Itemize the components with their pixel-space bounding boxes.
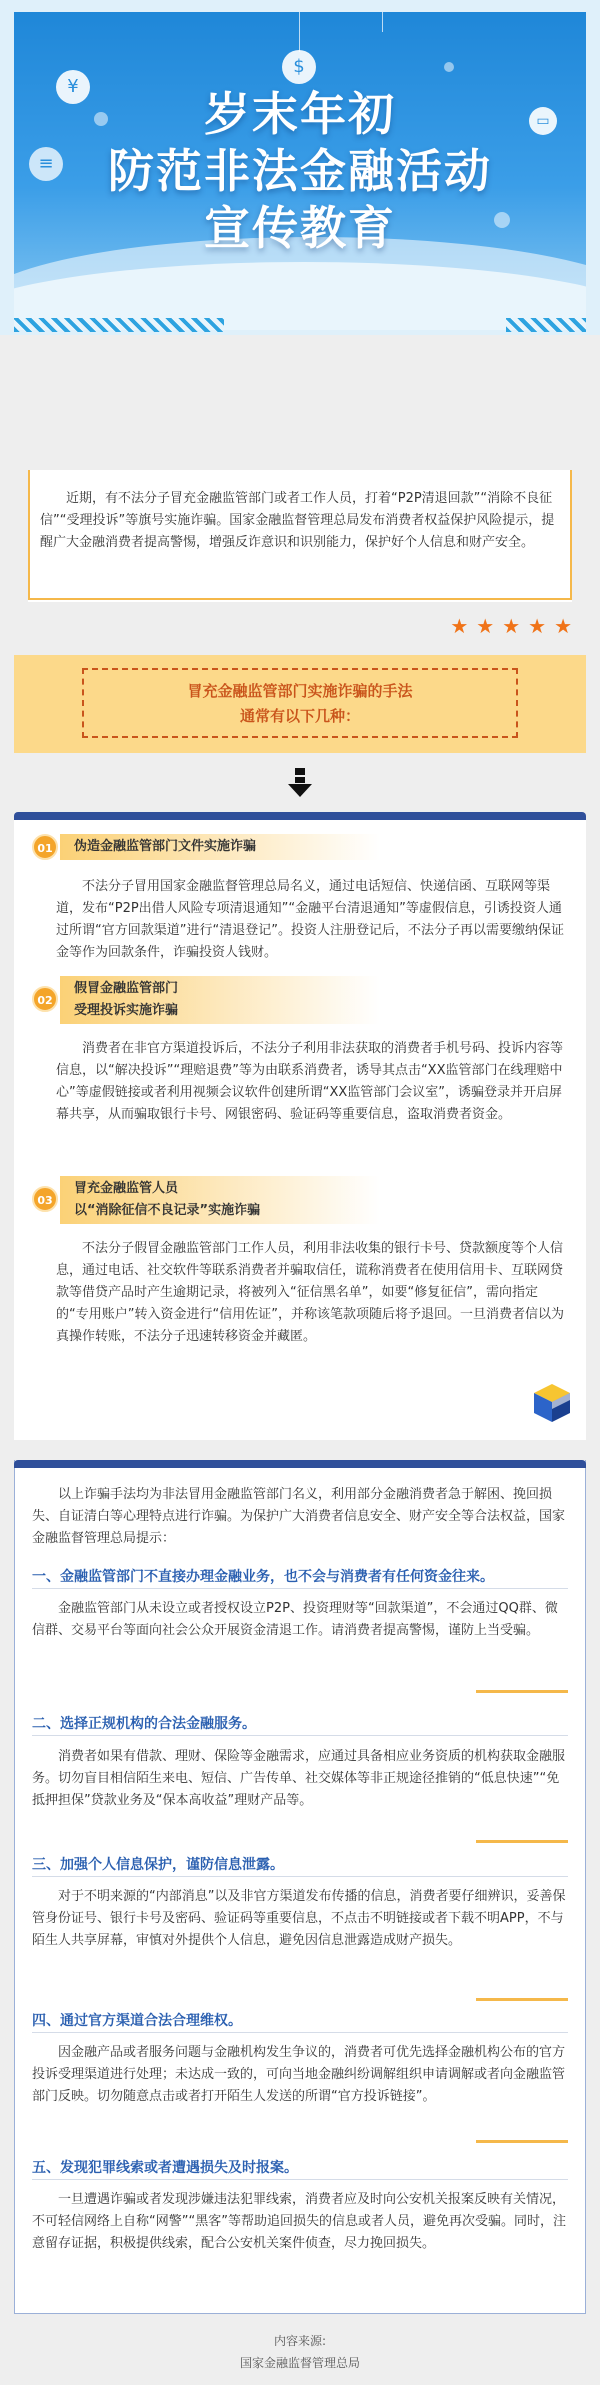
coin-icon: ¥ bbox=[56, 70, 90, 104]
accent-rule bbox=[476, 1840, 568, 1843]
cube-icon bbox=[530, 1380, 574, 1424]
tips-intro: 以上诈骗手法均为非法冒用金融监管部门名义，利用部分金融消费者急于解困、挽回损失、自证清白等心理特点进行诈骗。为保护广大消费者信息安全、财产安全等合法权益，国家金融监督管理总局提示： bbox=[32, 1487, 566, 1546]
method-title-line2: 通常有以下几种： bbox=[239, 707, 360, 725]
banner-title-line: 宣传教育 bbox=[204, 201, 396, 255]
tip-body: 因金融产品或者服务问题与金融机构发生争议的，消费者可优先选择金融机构公布的官方投诉受理渠道进行处理；未达成一致的，可向当地金融纠纷调解组织申请调解或者向金融监管部门反映。切勿随意点击或者打开陌生人发送的所谓“官方投诉链接”。 bbox=[32, 2045, 566, 2104]
section-heading-line: 受理投诉实施诈骗 bbox=[74, 1003, 179, 1018]
down-arrow-icon bbox=[288, 768, 312, 798]
coin-dot bbox=[444, 62, 454, 72]
tip-body: 消费者如果有借款、理财、保险等金融需求，应通过具备相应业务资质的机构获取金融服务。切勿盲目相信陌生来电、短信、广告传单、社交媒体等非正规途径推销的“低息快速”“免抵押担保”贷款业务及“保本高收益”理财产品等。 bbox=[32, 1749, 566, 1808]
moneybag-icon: $ bbox=[282, 50, 316, 84]
banner-title-line: 防范非法金融活动 bbox=[108, 144, 492, 198]
divider bbox=[32, 1876, 568, 1877]
banner-title-line: 岁末年初 bbox=[204, 87, 396, 141]
tip-heading: 三、加强个人信息保护，谨防信息泄露。 bbox=[32, 1857, 284, 1873]
divider bbox=[32, 1735, 568, 1736]
section-heading-line: 以“消除征信不良记录”实施诈骗 bbox=[74, 1203, 261, 1218]
section-heading bbox=[60, 1176, 380, 1224]
card-icon: ▭ bbox=[529, 107, 557, 135]
card-top-bar bbox=[14, 1460, 586, 1468]
section-body: 不法分子冒用国家金融监督管理总局名义，通过电话短信、快递信函、互联网等渠道，发布“P2P出借人风险专项清退通知”“金融平台清退通知”等虚假信息，引诱投资人通过所谓“官方回款渠道”进行“清退登记”。投资人注册登记后，不法分子再以需要缴纳保证金等作为回款条件，诈骗投资人钱财。 bbox=[56, 879, 564, 960]
stripe-decoration bbox=[14, 318, 224, 332]
section-number-badge: 03 bbox=[32, 1186, 58, 1212]
stripe-decoration bbox=[506, 318, 586, 332]
cash-stack-icon: ≡ bbox=[29, 147, 63, 181]
card-top-bar bbox=[14, 812, 586, 820]
accent-rule bbox=[476, 2140, 568, 2143]
section-heading: 伪造金融监管部门文件实施诈骗 bbox=[60, 834, 380, 860]
section-heading-line: 假冒金融监管部门 bbox=[74, 981, 179, 996]
source-label: 内容来源: bbox=[273, 2334, 327, 2348]
section-number-badge: 02 bbox=[32, 986, 58, 1012]
method-title-line1: 冒充金融监管部门实施诈骗的手法 bbox=[187, 682, 413, 700]
tip-heading: 五、发现犯罪线索或者遭遇损失及时报案。 bbox=[32, 2160, 298, 2176]
section-heading bbox=[60, 976, 380, 1024]
divider bbox=[32, 1588, 568, 1589]
section-heading-line: 冒充金融监管人员 bbox=[74, 1181, 179, 1196]
section-body: 不法分子假冒金融监管部门工作人员，利用非法收集的银行卡号、贷款额度等个人信息，通过电话、社交软件等联系消费者并骗取信任，谎称消费者在使用信用卡、互联网贷款等借贷产品时产生逾期记录，将被列入“征信黑名单”，如要“修复征信”，需向指定的“专用账户”转入资金进行“信用佐证”，并称该笔款项随后将予退回。一旦消费者信以为真操作转账，不法分子迅速转移资金并藏匿。 bbox=[56, 1241, 564, 1344]
tip-heading: 一、金融监管部门不直接办理金融业务，也不会与消费者有任何资金往来。 bbox=[32, 1569, 494, 1585]
accent-rule bbox=[476, 1998, 568, 2001]
source-name: 国家金融监督管理总局 bbox=[239, 2356, 360, 2370]
tip-heading: 四、通过官方渠道合法合理维权。 bbox=[32, 2013, 242, 2029]
tip-body: 一旦遭遇诈骗或者发现涉嫌违法犯罪线索，消费者应及时向公安机关报案反映有关情况，不可轻信网络上自称“网警”“黑客”等帮助追回损失的信息或者人员，避免再次受骗。同时，注意留存证据，积极提供线索，配合公安机关案件侦查，尽力挽回损失。 bbox=[32, 2192, 566, 2251]
hanging-line bbox=[299, 12, 300, 52]
tip-body: 对于不明来源的“内部消息”以及非官方渠道发布传播的信息，消费者要仔细辨识，妥善保管身份证号、银行卡号及密码、验证码等重要信息，不点击不明链接或者下载不明APP，不与陌生人共享屏幕，审慎对外提供个人信息，避免因信息泄露造成财产损失。 bbox=[32, 1889, 566, 1948]
section-body: 消费者在非官方渠道投诉后，不法分子利用非法获取的消费者手机号码、投诉内容等信息，以“解决投诉”“理赔退费”等为由联系消费者，诱导其点击“XX监管部门在线理赔中心”等虚假链接或者利用视频会议软件创建所谓“XX监管部门会议室”，诱骗登录并开启屏幕共享，从而骗取银行卡号、网银密码、验证码等重要信息，盗取消费者资金。 bbox=[56, 1041, 564, 1122]
divider bbox=[32, 2179, 568, 2180]
divider bbox=[32, 2032, 568, 2033]
tip-body: 金融监管部门从未设立或者授权设立P2P、投资理财等“回款渠道”，不会通过QQ群、微信群、交易平台等面向社会公众开展资金清退工作。请消费者提高警惕，谨防上当受骗。 bbox=[32, 1601, 558, 1638]
tip-heading: 二、选择正规机构的合法金融服务。 bbox=[32, 1716, 256, 1732]
method-title-frame bbox=[82, 668, 518, 738]
intro-text: 近期，有不法分子冒充金融监管部门或者工作人员，打着“P2P清退回款”“消除不良征信”“受理投诉”等旗号实施诈骗。国家金融监督管理总局发布消费者权益保护风险提示，提醒广大金融消费者提高警惕，增强反诈意识和识别能力，保护好个人信息和财产安全。 bbox=[40, 491, 555, 550]
banner bbox=[0, 0, 600, 335]
accent-rule bbox=[476, 1690, 568, 1693]
star-rating-decoration: ★★★★★ bbox=[450, 614, 580, 638]
hanging-line bbox=[382, 12, 383, 32]
section-number-badge: 01 bbox=[32, 834, 58, 860]
